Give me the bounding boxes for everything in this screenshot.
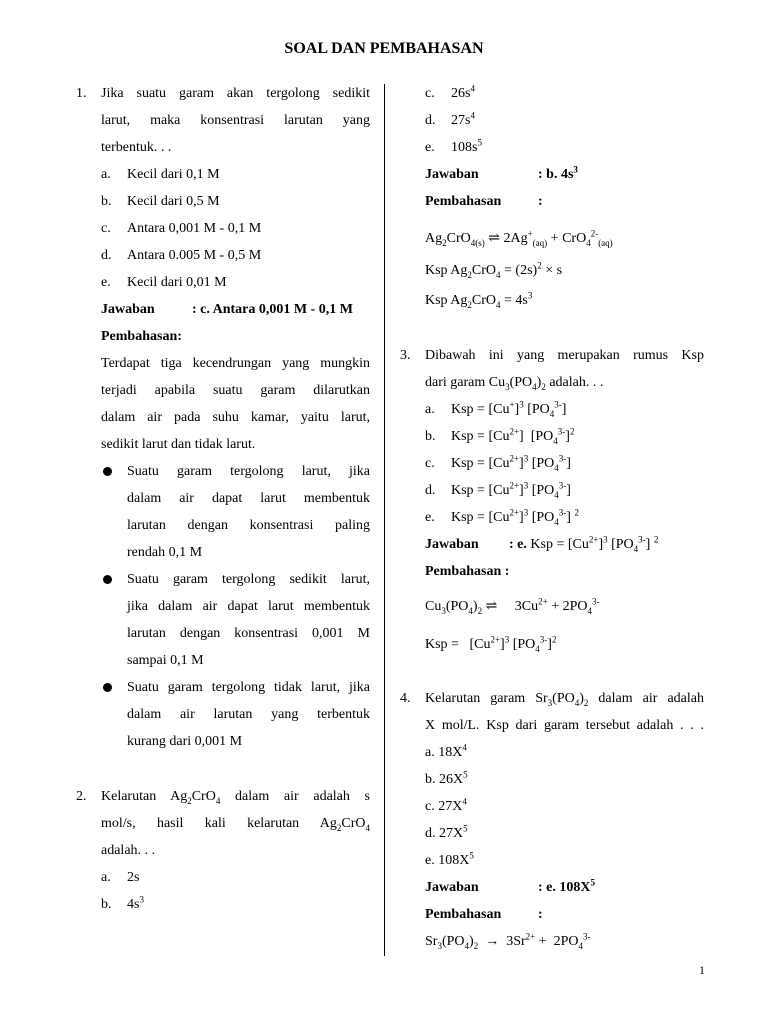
bullet-item [76, 674, 370, 755]
question-2 [76, 783, 370, 864]
discussion-line: sedikit larut dan tidak larut. [101, 437, 256, 452]
page-number: 1 [699, 963, 705, 977]
answer-text: : b. $4s^3$ [538, 164, 578, 182]
option-a [76, 161, 370, 188]
option-text: $4s^3$ [127, 894, 144, 912]
discussion-line: terjadi apabila suatu garam dilarutkan [101, 383, 370, 398]
option-text: Ksp = $[Cu^{2+}]^3$ $[PO_4^{3-}]$ [451, 453, 571, 473]
option-letter: d. [101, 248, 112, 263]
answer-line [400, 531, 704, 558]
option-d [400, 477, 704, 504]
answer-line [400, 161, 704, 188]
question-text: larut, maka konsentrasi larutan yang [101, 113, 370, 128]
bullet-line: larutan dengan konsentrasi paling [127, 518, 370, 533]
option-text: Kecil dari 0,01 M [127, 275, 227, 290]
page-title: SOAL DAN PEMBAHASAN [284, 40, 484, 57]
discussion-line: dalam air pada suhu kamar, yaitu larut, [101, 410, 370, 425]
equation: $Sr_3(PO_4)_2 \to 3Sr^{2+} + 2PO_4^{3-}$ [425, 931, 591, 951]
bullet-line: dalam air larutan yang terbentuk [127, 707, 370, 722]
option-e: e. $108X^5$ [425, 850, 474, 868]
option-b: b. $26X^5$ [425, 769, 468, 787]
discussion-label: Pembahasan : [425, 564, 510, 579]
question-text: mol/s, hasil kali kelarutan $Ag_2CrO_4$ [101, 816, 370, 833]
question-number: 2. [76, 789, 87, 804]
equation: Ksp $Ag_2CrO_4 = 4s^3$ [425, 290, 533, 310]
option-text: Antara 0,001 M - 0,1 M [127, 221, 262, 236]
option-letter: e. [425, 140, 435, 155]
answer-text: : e. Ksp = $[Cu^{2+}]^3$ $[PO_4^{3-}]$ $^2$ [509, 534, 659, 554]
right-column [400, 80, 704, 955]
option-letter: c. [425, 456, 435, 471]
option-d [400, 107, 704, 134]
option-letter: b. [101, 897, 112, 912]
option-text: Ksp = $[Cu^+]^3$ $[PO_4^{3-}]$ [451, 399, 567, 419]
option-d [76, 242, 370, 269]
option-letter: b. [425, 429, 436, 444]
option-a [400, 396, 704, 423]
bullet-item [76, 566, 370, 674]
option-text: $26s^4$ [451, 83, 475, 101]
question-4 [400, 685, 704, 739]
option-d: d. $27X^5$ [425, 823, 468, 841]
colon: : [538, 907, 543, 922]
bullet-icon [103, 575, 112, 584]
question-text: adalah. . . [101, 843, 156, 858]
question-number: 4. [400, 691, 411, 706]
option-letter: d. [425, 113, 436, 128]
option-e [400, 504, 704, 531]
answer-line [76, 296, 370, 323]
question-3 [400, 342, 704, 396]
bullet-line: dalam air dapat larut membentuk [127, 491, 370, 506]
bullet-item [76, 458, 370, 566]
discussion-label [400, 188, 704, 215]
discussion-label [400, 901, 704, 928]
column-divider [384, 84, 385, 956]
option-text: Kecil dari 0,5 M [127, 194, 220, 209]
answer-text: : e. $108X^5$ [538, 877, 595, 895]
answer-label: Jawaban [425, 880, 479, 895]
option-letter: e. [101, 275, 111, 290]
option-e [76, 269, 370, 296]
answer-text: : c. Antara 0,001 M - 0,1 M [192, 302, 353, 317]
option-a [76, 864, 370, 891]
option-c [76, 215, 370, 242]
equation: $Ag_2CrO_{4(s)}$ ⇌ $2Ag^+_{(aq)} + CrO_4^{2-}_{(aq)}$ [425, 228, 613, 248]
option-e [400, 134, 704, 161]
discussion-label-text: Pembahasan [425, 194, 502, 209]
question-text: Dibawah ini yang merupakan rumus Ksp [425, 348, 704, 363]
answer-label: Jawaban [101, 302, 155, 317]
question-1 [76, 80, 370, 161]
option-b [76, 188, 370, 215]
bullet-line: Suatu garam tergolong tidak larut, jika [127, 680, 370, 695]
option-c: c. $27X^4$ [425, 796, 467, 814]
discussion-text [76, 350, 370, 458]
option-c [400, 450, 704, 477]
answer-label: Jawaban [425, 537, 479, 552]
option-text: $27s^4$ [451, 110, 475, 128]
option-letter: a. [101, 167, 111, 182]
option-c [400, 80, 704, 107]
option-text: Kecil dari 0,1 M [127, 167, 220, 182]
left-column [76, 80, 370, 918]
bullet-line: kurang dari 0,001 M [127, 734, 243, 749]
option-letter: c. [425, 86, 435, 101]
option-text: Ksp = $[Cu^{2+}]$ $[PO_4^{3-}]^2$ [451, 426, 575, 446]
option-text: Antara 0.005 M - 0,5 M [127, 248, 262, 263]
option-text: 2s [127, 870, 140, 885]
answer-line [400, 874, 704, 901]
bullet-line: Suatu garam tergolong sedikit larut, [127, 572, 370, 587]
bullet-line: jika dalam air dapat larut membentuk [127, 599, 370, 614]
discussion-label-text: Pembahasan [425, 907, 502, 922]
question-number: 1. [76, 86, 87, 101]
equation: Ksp $Ag_2CrO_4 = (2s)^2 \times s$ [425, 260, 563, 280]
option-text: Ksp = $[Cu^{2+}]^3$ $[PO_4^{3-}]$ $^2$ [451, 507, 579, 527]
question-text: terbentuk. . . [101, 140, 172, 155]
option-text: Ksp = $[Cu^{2+}]^3$ $[PO_4^{3-}]$ [451, 480, 571, 500]
equation: $Cu_3(PO_4)_2$ ⇌ $3Cu^{2+} + 2PO_4^{3-}$ [425, 596, 600, 616]
question-text: dari garam $Cu_3(PO_4)_2$ adalah. . . [425, 375, 604, 392]
bullet-line: larutan dengan konsentrasi 0,001 M [127, 626, 370, 641]
option-letter: a. [101, 870, 111, 885]
bullet-icon [103, 683, 112, 692]
bullet-line: rendah 0,1 M [127, 545, 203, 560]
colon: : [538, 194, 543, 209]
option-b [76, 891, 370, 918]
option-text: $108s^5$ [451, 137, 482, 155]
question-text: Jika suatu garam akan tergolong sedikit [101, 86, 370, 101]
question-text: Kelarutan $Ag_2CrO_4$ dalam air adalah s [101, 789, 371, 806]
option-letter: e. [425, 510, 435, 525]
option-b [400, 423, 704, 450]
option-letter: b. [101, 194, 112, 209]
bullet-line: Suatu garam tergolong larut, jika [127, 464, 370, 479]
question-text: X mol/L. Ksp dari garam tersebut adalah . . . [425, 718, 704, 733]
bullet-icon [103, 467, 112, 476]
option-letter: c. [101, 221, 111, 236]
bullet-line: sampai 0,1 M [127, 653, 204, 668]
option-letter: d. [425, 483, 436, 498]
answer-label: Jawaban [425, 167, 479, 182]
question-number: 3. [400, 348, 411, 363]
equation: Ksp = $[Cu^{2+}]^3$ $[PO_4^{3-}]^2$ [425, 634, 557, 654]
discussion-label: Pembahasan: [101, 329, 182, 344]
question-text: Kelarutan garam $Sr_3(PO_4)_2$ dalam air adalah [425, 691, 704, 708]
discussion-line: Terdapat tiga kecendrungan yang mungkin [101, 356, 370, 371]
option-a: a. $18X^4$ [425, 742, 467, 760]
option-letter: a. [425, 402, 435, 417]
